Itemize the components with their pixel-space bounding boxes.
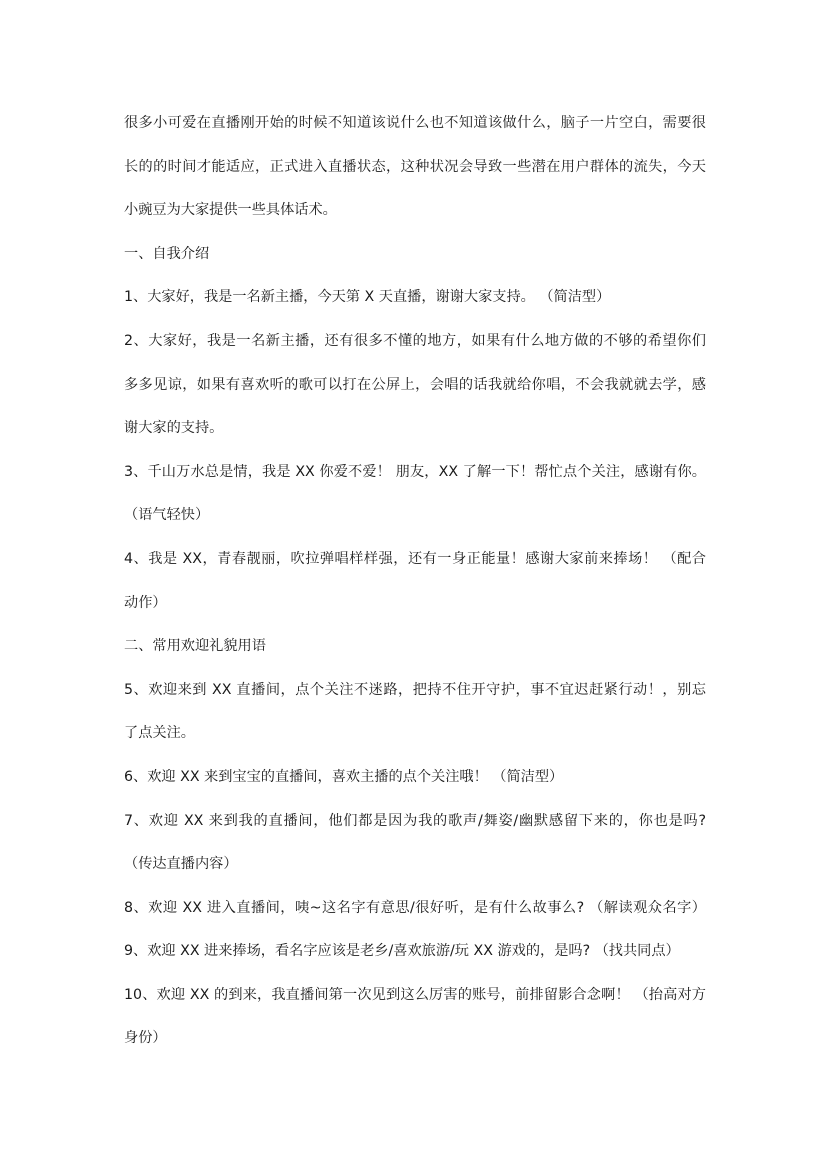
text-line: 一、自我介绍 [124, 245, 210, 262]
text-line: 5、欢迎来到 XX 直播间，点个关注不迷路，把持不住开守护，事不宜迟赶紧行动！，别忘 [124, 681, 706, 698]
text-line: 7、欢迎 XX 来到我的直播间，他们都是因为我的歌声/舞姿/幽默感留下来的，你也是吗? [124, 812, 706, 829]
text-line: 4、我是 XX，青春靓丽，吹拉弹唱样样强，还有一身正能量！感谢大家前来捧场！ （配合 [124, 550, 706, 567]
text-line: 很多小可爱在直播刚开始的时候不知道该说什么也不知道该做什么，脑子一片空白，需要很 [124, 115, 706, 131]
text-line: 二、常用欢迎礼貌用语 [124, 638, 266, 655]
text-line: 身份） [124, 1030, 167, 1047]
text-line: 6、欢迎 XX 来到宝宝的直播间，喜欢主播的点个关注哦！ （简洁型） [124, 768, 564, 785]
text-line: 谢大家的支持。 [124, 420, 224, 437]
text-line: 10、欢迎 XX 的到来，我直播间第一次见到这么厉害的账号，前排留影合念啊！ （抬高对方 [124, 986, 706, 1003]
text-line: 1、大家好，我是一名新主播，今天第 X 天直播，谢谢大家支持。 （简洁型） [124, 289, 611, 306]
text-line: （传达直播内容） [124, 856, 238, 873]
document-body [124, 105, 706, 1064]
text-line: 多多见谅，如果有喜欢听的歌可以打在公屏上，会唱的话我就给你唱，不会我就就去学，感 [124, 376, 706, 393]
text-line: 8、欢迎 XX 进入直播间，咦~这名字有意思/很好听，是有什么故事么? （解读观众名字） [124, 899, 706, 916]
text-line: （语气轻快） [124, 507, 210, 524]
text-line: 3、千山万水总是情，我是 XX 你爱不爱！ 朋友，XX 了解一下！帮忙点个关注，感谢有你。 [124, 463, 706, 480]
text-line: 长的的时间才能适应，正式进入直播状态，这种状况会导致一些潜在用户群体的流失，今天 [124, 158, 706, 175]
text-line: 9、欢迎 XX 进来捧场，看名字应该是老乡/喜欢旅游/玩 XX 游戏的，是吗? （找共同点） [124, 943, 680, 960]
text-line: 动作） [124, 594, 167, 611]
text-line: 了点关注。 [124, 725, 195, 742]
text-line: 小豌豆为大家提供一些具体话术。 [124, 202, 337, 219]
text-line: 2、大家好，我是一名新主播，还有很多不懂的地方，如果有什么地方做的不够的希望你们 [124, 332, 706, 349]
